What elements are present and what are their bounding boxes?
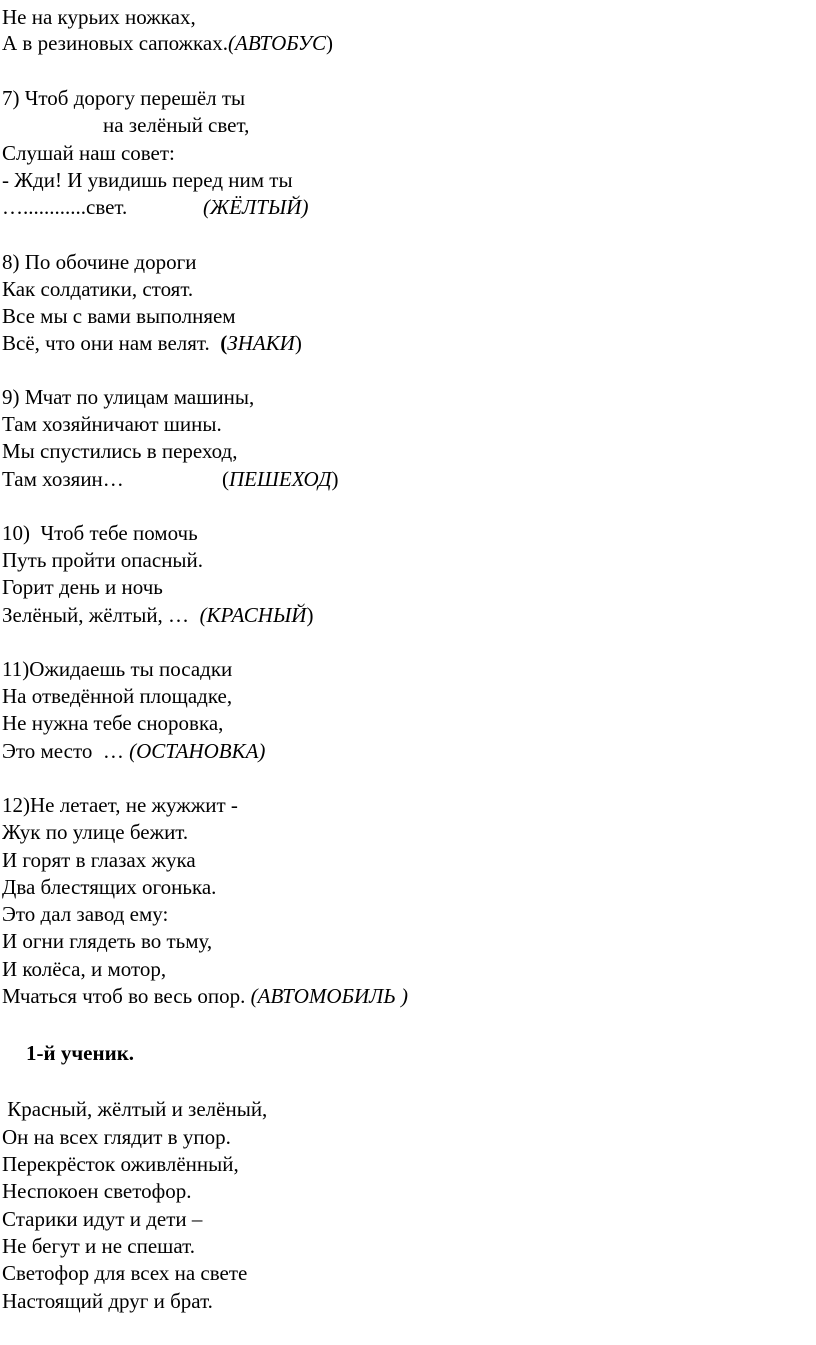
bus-answer: (АВТОБУС — [228, 31, 326, 55]
riddle12-line-8-text: Мчаться чтоб во весь опор. — [2, 984, 246, 1008]
riddle8-answer: ЗНАКИ — [227, 331, 295, 355]
poem-line-2: Он на всех глядит в упор. — [2, 1125, 231, 1149]
poem-line-6: Не бегут и не спешат. — [2, 1234, 195, 1258]
riddle11-line-4-text: Это место … — [2, 739, 124, 763]
riddle12-answer: (АВТОМОБИЛЬ ) — [250, 984, 408, 1008]
riddle12-line-8 — [2, 983, 408, 1009]
riddle9-open-paren: ( — [222, 467, 229, 491]
riddle7-line-3: Слушай наш совет: — [2, 141, 175, 165]
speaker-heading: 1-й ученик. — [26, 1041, 135, 1065]
poem-line-3: Перекрёсток оживлённый, — [2, 1152, 239, 1176]
riddle7-line-5-text: …............свет. — [2, 195, 128, 219]
poem-line-5: Старики идут и дети – — [2, 1207, 203, 1231]
riddle10-line-4 — [2, 602, 313, 628]
riddle8-line-4 — [2, 330, 302, 356]
riddle9-line-4-text: Там хозяин… — [2, 467, 124, 491]
riddle9-close-paren: ) — [331, 467, 339, 491]
riddle7-line-1: 7) Чтоб дорогу перешёл ты — [2, 86, 246, 110]
riddle8-line-3: Все мы с вами выполняем — [2, 304, 236, 328]
riddle9-line-1: 9) Мчат по улицам машины, — [2, 385, 255, 409]
riddle11-line-4 — [2, 738, 265, 764]
riddle7-line-5 — [2, 194, 309, 220]
riddle12-line-1: 12)Не летает, не жужжит - — [2, 793, 238, 817]
riddle8-close-paren: ) — [294, 331, 302, 355]
bus-line-1: Не на курьих ножках, — [2, 5, 196, 29]
riddle7-line-2: на зелёный свет, — [103, 113, 250, 137]
riddle10-answer: (КРАСНЫЙ — [199, 603, 307, 627]
riddle7-line-4: - Жди! И увидишь перед ним ты — [2, 168, 293, 192]
riddle9-line-3: Мы спустились в переход, — [2, 439, 238, 463]
riddle11-answer: (ОСТАНОВКА) — [129, 739, 266, 763]
riddle12-line-6: И огни глядеть во тьму, — [2, 929, 213, 953]
bus-close-paren: ) — [326, 31, 333, 55]
riddle11-line-2: На отведённой площадке, — [2, 684, 233, 708]
riddle12-line-5: Это дал завод ему: — [2, 902, 169, 926]
riddle7-answer: (ЖЁЛТЫЙ) — [203, 195, 309, 219]
riddle9-line-4 — [2, 466, 339, 492]
riddle10-line-4-text: Зелёный, жёлтый, … — [2, 603, 190, 627]
riddle12-line-2: Жук по улице бежит. — [2, 820, 189, 844]
riddle8-line-4-text: Всё, что они нам велят. — [2, 331, 210, 355]
riddle12-line-4: Два блестящих огонька. — [2, 875, 217, 899]
poem-line-4: Неспокоен светофор. — [2, 1179, 192, 1203]
riddle10-line-2: Путь пройти опасный. — [2, 548, 204, 572]
riddle11-line-3: Не нужна тебе сноровка, — [2, 711, 224, 735]
riddle9-answer-group — [222, 466, 339, 492]
riddle8-line-2: Как солдатики, стоят. — [2, 277, 194, 301]
poem-line-8: Настоящий друг и брат. — [2, 1289, 213, 1313]
bus-line-2-text: А в резиновых сапожках. — [2, 31, 229, 55]
riddle10-close-paren: ) — [306, 603, 314, 627]
riddle8-open-paren: ( — [220, 331, 228, 355]
riddle10-line-3: Горит день и ночь — [2, 575, 163, 599]
poem-line-1: Красный, жёлтый и зелёный, — [2, 1097, 268, 1121]
riddle9-answer: ПЕШЕХОД — [229, 467, 332, 491]
riddle11-line-1: 11)Ожидаешь ты посадки — [2, 657, 233, 681]
riddle9-line-2: Там хозяйничают шины. — [2, 412, 222, 436]
riddle8-line-1: 8) По обочине дороги — [2, 250, 197, 274]
poem-line-7: Светофор для всех на свете — [2, 1261, 248, 1285]
riddle12-line-7: И колёса, и мотор, — [2, 957, 167, 981]
riddle10-line-1: 10) Чтоб тебе помочь — [2, 521, 198, 545]
bus-line-2 — [2, 30, 333, 56]
riddle12-line-3: И горят в глазах жука — [2, 848, 196, 872]
